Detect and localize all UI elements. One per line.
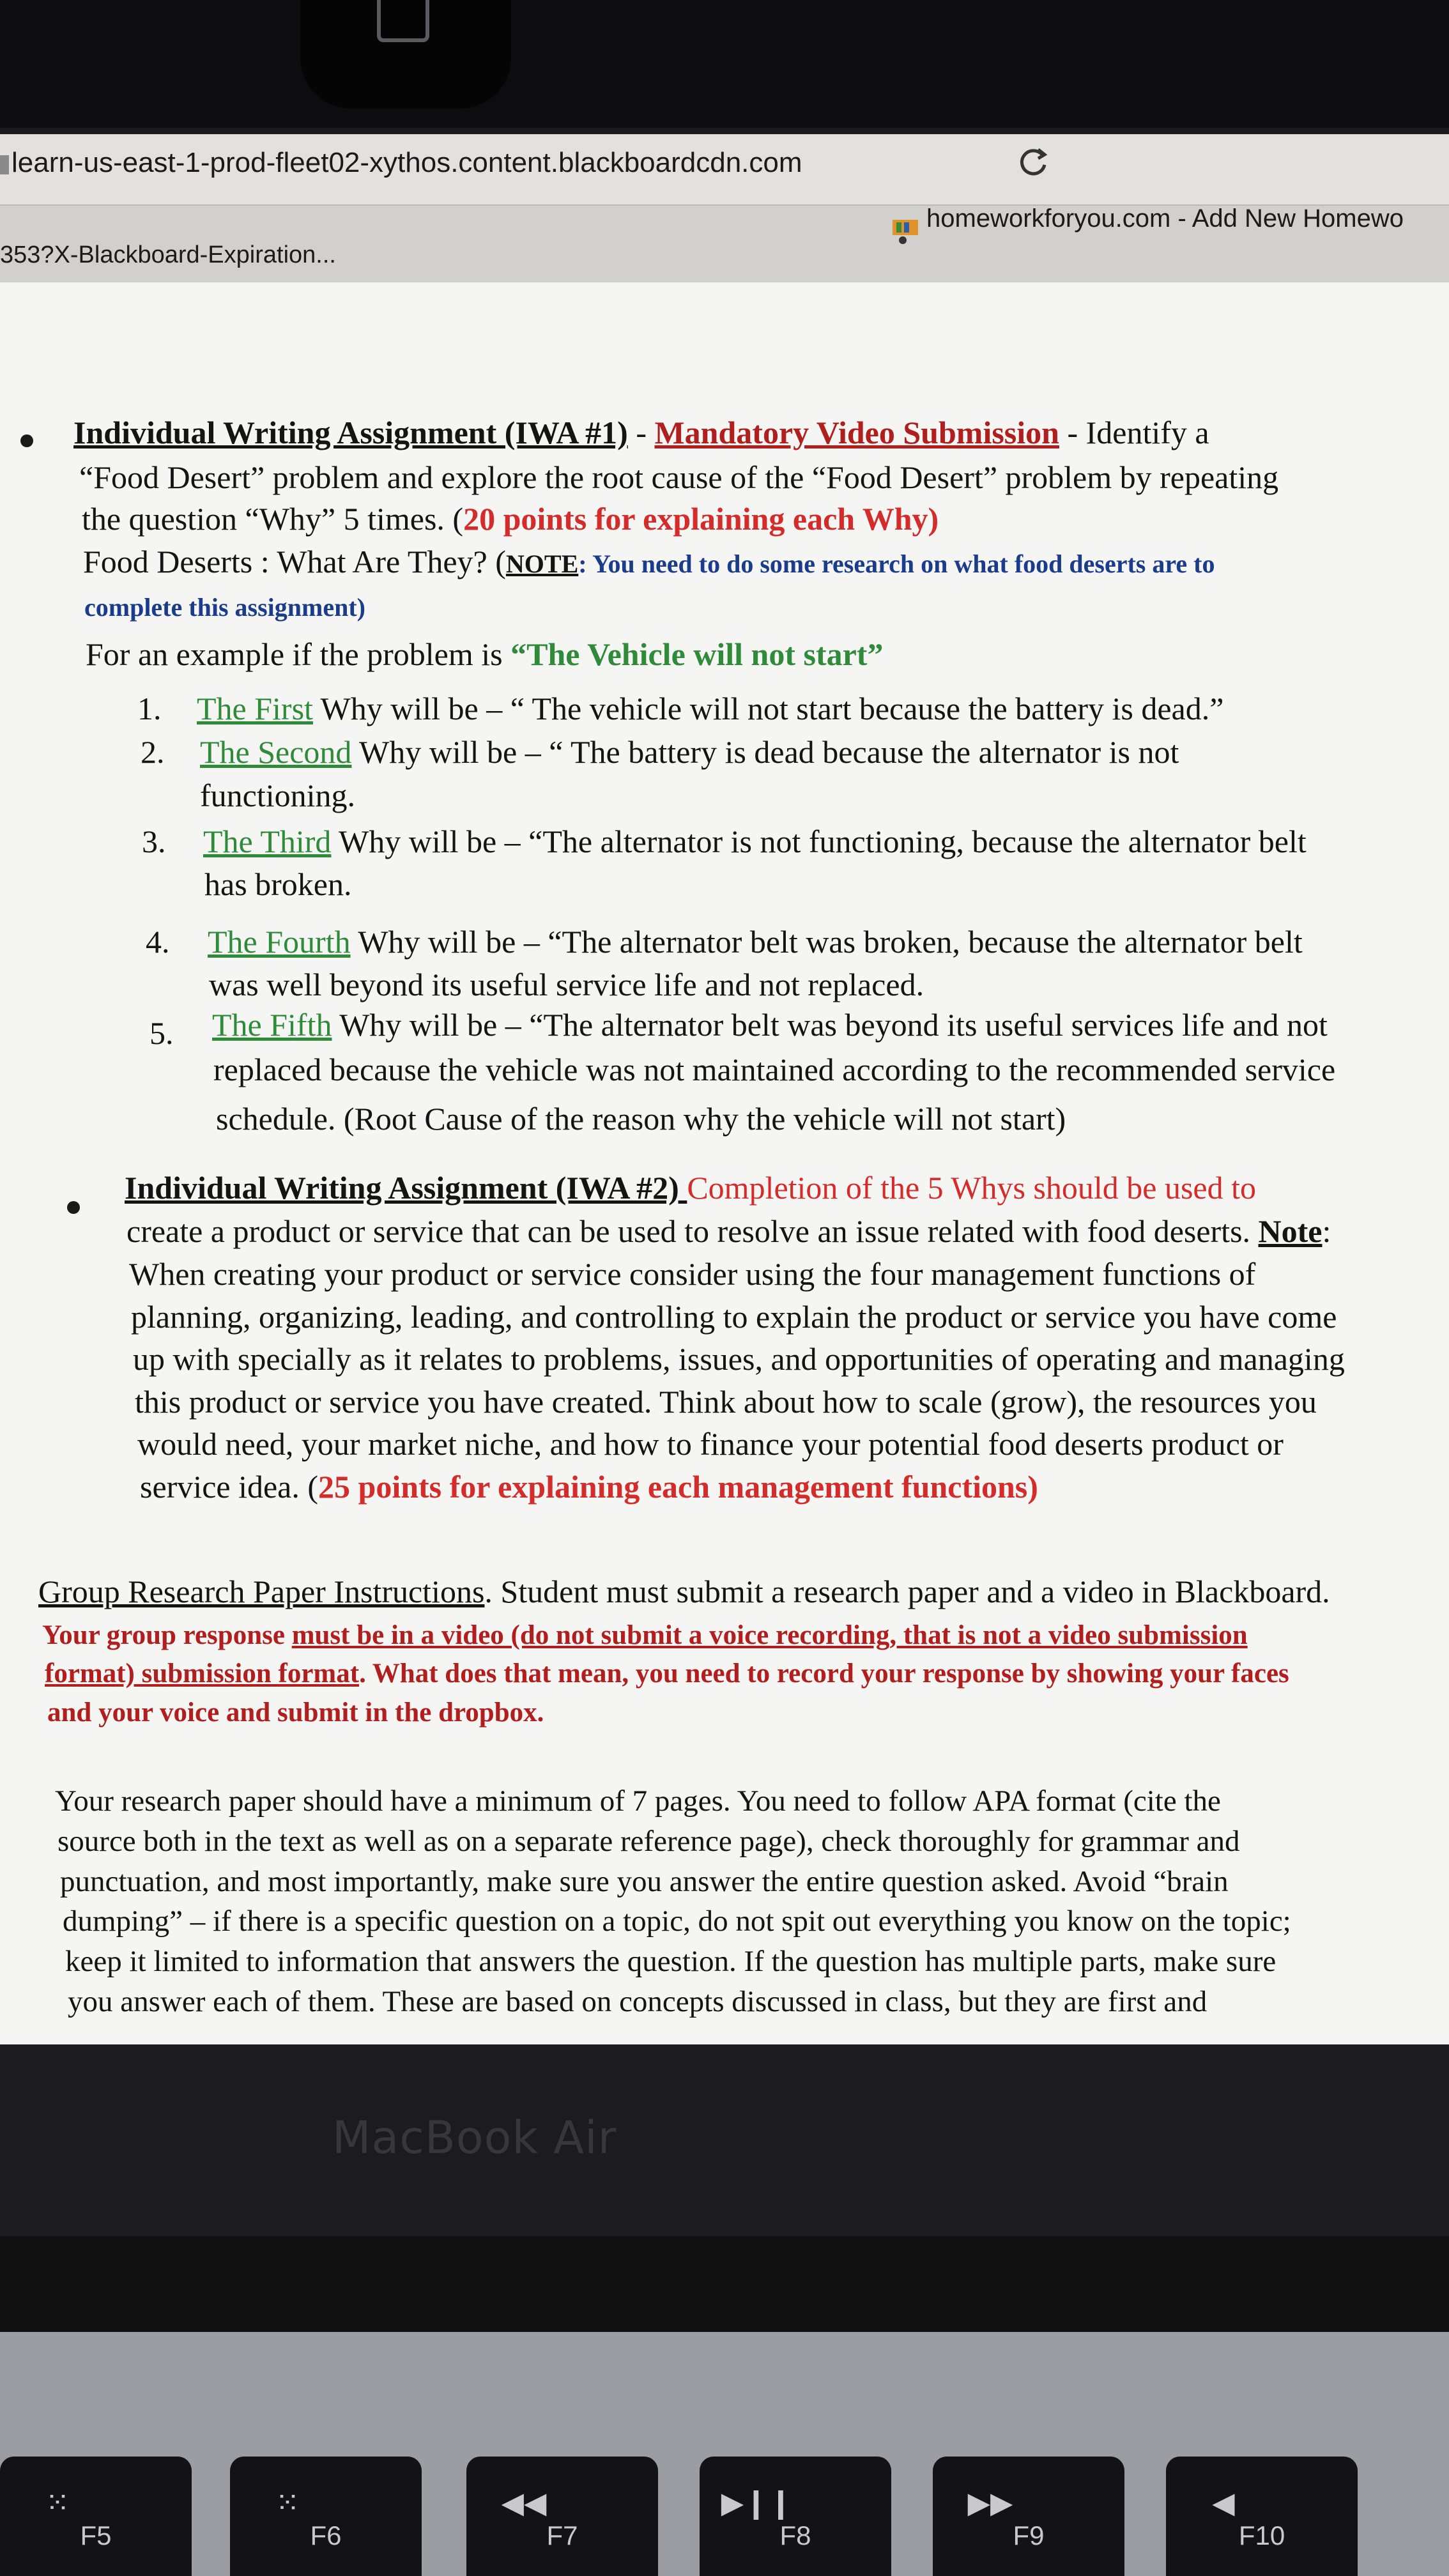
iwa1-line1: Individual Writing Assignment (IWA #1) - Mandatory Video Submission - Identify a: [73, 415, 1209, 450]
group-title: Group Research Paper Instructions: [38, 1574, 485, 1609]
favicon-icon: [891, 217, 919, 245]
iwa2-line2: create a product or service that can be used to resolve an issue related with food deserts. Note:: [126, 1213, 1331, 1249]
site-lock-icon: [0, 155, 9, 174]
research-line4: dumping” – if there is a specific question on a topic, do not spit out everything you know on the topic;: [63, 1905, 1291, 1938]
why-4-number: 4.: [146, 924, 170, 960]
key-f8[interactable]: ▶❙❙ F8: [700, 2457, 891, 2576]
why-1-number: 1.: [137, 691, 162, 726]
iwa2-line8: service idea. (25 points for explaining each management functions): [140, 1469, 1038, 1505]
research-line3: punctuation, and most importantly, make sure you answer the entire question asked. Avoid “brain: [60, 1865, 1229, 1898]
iwa2-line1: Individual Writing Assignment (IWA #2) Completion of the 5 Whys should be used to: [125, 1170, 1257, 1206]
screen-bezel-top: [0, 0, 1449, 128]
iwa1-points: 20 points for explaining each Why): [463, 501, 939, 537]
iwa1-title: Individual Writing Assignment (IWA #1): [73, 415, 628, 450]
why-3-line2: has broken.: [204, 866, 352, 902]
why-5-line2: replaced because the vehicle was not maintained according to the recommended service: [213, 1052, 1336, 1087]
why-5-line3: schedule. (Root Cause of the reason why the vehicle will not start): [216, 1101, 1066, 1137]
why-1-line1: The First Why will be – “ The vehicle will not start because the battery is dead.”: [197, 691, 1224, 726]
reload-icon[interactable]: [1013, 142, 1054, 183]
keyboard-backlight-down-icon: ⁙: [45, 2486, 70, 2519]
research-line6: you answer each of them. These are based on concepts discussed in class, but they are first and: [68, 1985, 1208, 2018]
iwa1-line6: For an example if the problem is “The Vehicle will not start”: [86, 636, 884, 672]
group-line3: format) submission format. What does that mean, you need to record your response by showing your faces: [45, 1659, 1289, 1689]
key-f10[interactable]: ◀ F10: [1166, 2457, 1358, 2576]
why-2-number: 2.: [141, 734, 165, 770]
iwa2-title: Individual Writing Assignment (IWA #2): [125, 1170, 687, 1206]
tab-blackboard[interactable]: 353?X-Blackboard-Expiration...: [0, 241, 336, 268]
iwa1-mandatory: Mandatory Video Submission: [654, 415, 1059, 450]
why-3-number: 3.: [142, 824, 166, 859]
iwa2-line3: When creating your product or service consider using the four management functions of: [129, 1256, 1256, 1292]
why-2-line1: The Second Why will be – “ The battery is dead because the alternator is not: [200, 734, 1179, 770]
research-line5: keep it limited to information that answers the question. If the question has multiple parts, make sure: [65, 1945, 1276, 1978]
iwa2-line4: planning, organizing, leading, and controlling to explain the product or service you have come: [131, 1299, 1337, 1335]
rewind-icon: ◀◀: [501, 2486, 547, 2519]
why-5-line1: The Fifth Why will be – “The alternator belt was beyond its useful services life and not: [212, 1007, 1328, 1043]
why-4-line1: The Fourth Why will be – “The alternator belt was broken, because the alternator belt: [208, 924, 1303, 960]
brand-label: MacBook Air: [332, 2112, 617, 2164]
key-f5[interactable]: ⁙ F5: [0, 2457, 192, 2576]
group-line2: Your group response must be in a video (do not submit a voice recording, that is not a video submission: [42, 1620, 1248, 1650]
research-line1: Your research paper should have a minimum of 7 pages. You need to follow APA format (cite the: [55, 1784, 1221, 1818]
key-f7[interactable]: ◀◀ F7: [466, 2457, 658, 2576]
screen-bezel-bottom: [0, 2044, 1449, 2236]
fast-forward-icon: ▶▶: [967, 2486, 1013, 2519]
iwa1-line3: the question “Why” 5 times. (20 points for explaining each Why): [82, 501, 939, 537]
play-pause-icon: ▶❙❙: [721, 2486, 793, 2519]
iwa1-line2: “Food Desert” problem and explore the root cause of the “Food Desert” problem by repeating: [79, 459, 1279, 495]
keyboard-backlight-up-icon: ⁙: [275, 2486, 300, 2519]
why-5-number: 5.: [150, 1015, 174, 1051]
mute-icon: ◀: [1212, 2486, 1235, 2519]
key-f9[interactable]: ▶▶ F9: [933, 2457, 1124, 2576]
iwa2-line7: would need, your market niche, and how to finance your potential food deserts product or: [137, 1426, 1284, 1462]
iwa1-line4: Food Deserts : What Are They? (NOTE: You need to do some research on what food deserts are to: [83, 544, 1215, 579]
why-2-line2: functioning.: [200, 778, 356, 813]
key-f6[interactable]: ⁙ F6: [230, 2457, 422, 2576]
iwa2-line6: this product or service you have created. Think about how to scale (grow), the resources you: [135, 1384, 1317, 1420]
group-line1: Group Research Paper Instructions. Student must submit a research paper and a video in Blackboard.: [38, 1574, 1330, 1609]
iwa2-line5: up with specially as it relates to problems, issues, and opportunities of operating and managing: [133, 1341, 1345, 1377]
bullet-iwa2: [67, 1201, 80, 1214]
camera-icon: [377, 0, 429, 42]
iwa1-line5: complete this assignment): [84, 593, 365, 622]
example-problem: “The Vehicle will not start”: [510, 636, 884, 672]
bullet-iwa1: [20, 434, 33, 447]
research-line2: source both in the text as well as on a separate reference page), check thoroughly for grammar and: [57, 1825, 1240, 1858]
group-line4: and your voice and submit in the dropbox.: [47, 1698, 544, 1728]
why-4-line2: was well beyond its useful service life and not replaced.: [209, 967, 924, 1002]
address-url[interactable]: learn-us-east-1-prod-fleet02-xythos.content.blackboardcdn.com: [12, 147, 802, 178]
hinge: [0, 2236, 1449, 2332]
tab-homeworkforyou[interactable]: homeworkforyou.com - Add New Homewo: [926, 204, 1404, 233]
why-3-line1: The Third Why will be – “The alternator is not functioning, because the alternator belt: [203, 824, 1307, 859]
